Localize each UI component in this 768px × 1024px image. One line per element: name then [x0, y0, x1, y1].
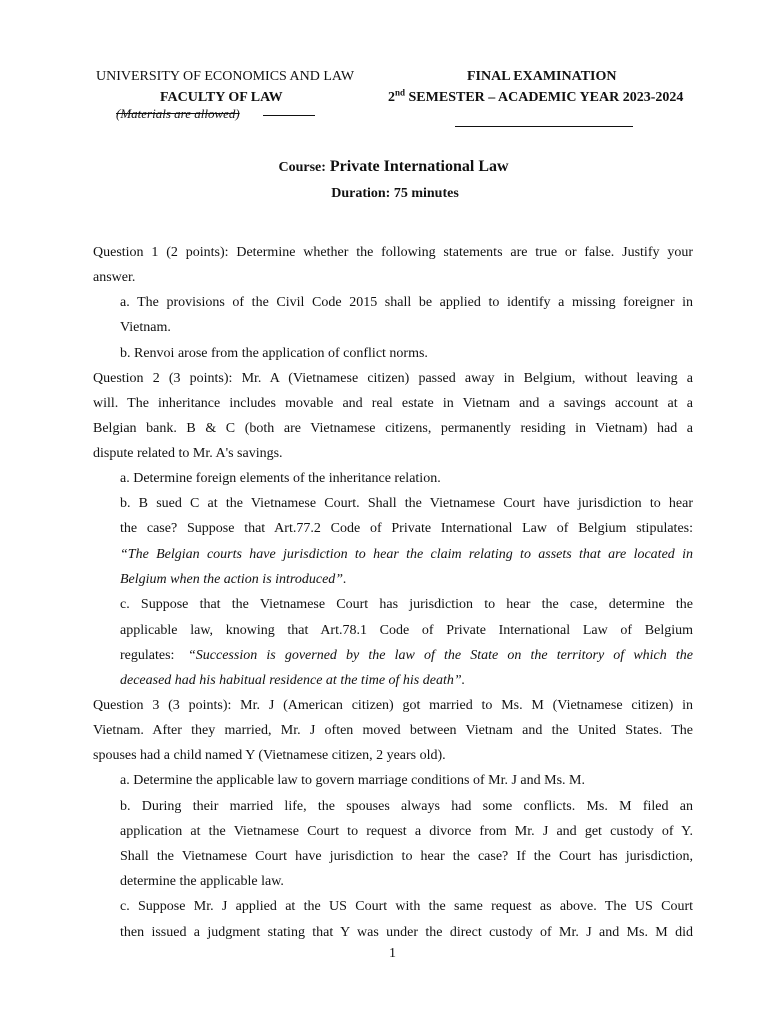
q3c-line: c. Suppose Mr. J applied at the US Court with the same request as above. The US Court: [120, 899, 693, 914]
q3b-line: determine the applicable law.: [120, 874, 284, 889]
q2c-line: regulates:: [120, 648, 175, 663]
q3-line: Question 3 (3 points): Mr. J (American citizen) got married to Ms. M (Vietnamese citizen) in: [93, 698, 693, 713]
q2a-line: a. Determine foreign elements of the inheritance relation.: [120, 471, 441, 486]
q2b-quote: “The Belgian courts have jurisdiction to hear the claim relating to assets that are located in: [120, 547, 693, 562]
q3b-line: application at the Vietnamese Court to request a divorce from Mr. J and get custody of Y.: [120, 824, 693, 839]
q2c-quote: deceased had his habitual residence at the time of his death”.: [120, 673, 466, 688]
q2-line: will. The inheritance includes movable and real estate in Vietnam and a savings account at a: [93, 396, 693, 411]
q1a-line: a. The provisions of the Civil Code 2015 shall be applied to identify a missing foreigner in: [120, 295, 693, 310]
q3a-line: a. Determine the applicable law to govern marriage conditions of Mr. J and Ms. M.: [120, 773, 585, 788]
course-title: Course: Private International Law: [278, 158, 509, 175]
q3c-line: then issued a judgment stating that Y was under the direct custody of Mr. J and Ms. M did: [120, 925, 693, 940]
header-rule: [455, 126, 633, 127]
university-name: UNIVERSITY OF ECONOMICS AND LAW: [96, 69, 355, 84]
duration: Duration: 75 minutes: [331, 186, 459, 201]
materials-rule: [263, 115, 315, 116]
q2c-quote: “Succession is governed by the law of the State on the territory of which the: [188, 648, 693, 663]
exam-title: FINAL EXAMINATION: [467, 69, 617, 84]
q3b-line: Shall the Vietnamese Court have jurisdiction to hear the case? If the Court has jurisdiction,: [120, 849, 693, 864]
q2b-line: b. B sued C at the Vietnamese Court. Shall the Vietnamese Court have jurisdiction to hear: [120, 496, 693, 511]
q2b-quote: Belgium when the action is introduced”.: [120, 572, 347, 587]
q1b-line: b. Renvoi arose from the application of conflict norms.: [120, 346, 428, 361]
q2b-line: the case? Suppose that Art.77.2 Code of Private International Law of Belgium stipulates:: [120, 521, 693, 536]
q3-line: Vietnam. After they married, Mr. J often moved between Vietnam and the United States. The: [93, 723, 693, 738]
q2c-line: applicable law, knowing that Art.78.1 Code of Private International Law of Belgium: [120, 623, 693, 638]
q2-line: Question 2 (3 points): Mr. A (Vietnamese citizen) passed away in Belgium, without leaving a: [93, 371, 693, 386]
q3-line: spouses had a child named Y (Vietnamese citizen, 2 years old).: [93, 748, 446, 763]
faculty-name: FACULTY OF LAW: [160, 90, 283, 105]
q2c-line: c. Suppose that the Vietnamese Court has jurisdiction to hear the case, determine the: [120, 597, 693, 612]
semester-line: 2nd SEMESTER – ACADEMIC YEAR 2023-2024: [388, 87, 684, 105]
materials-note: (Materials are allowed): [116, 106, 240, 121]
q1-line: answer.: [93, 270, 136, 285]
q1a-line: Vietnam.: [120, 320, 171, 335]
q2-line: dispute related to Mr. A's savings.: [93, 446, 283, 461]
page-number: 1: [389, 946, 396, 961]
q1-line: Question 1 (2 points): Determine whether the following statements are true or false. Justify your: [93, 245, 693, 260]
q3b-line: b. During their married life, the spouses always had some conflicts. Ms. M filed an: [120, 799, 693, 814]
q2-line: Belgian bank. B & C (both are Vietnamese citizens, permanently residing in Vietnam) had a: [93, 421, 693, 436]
